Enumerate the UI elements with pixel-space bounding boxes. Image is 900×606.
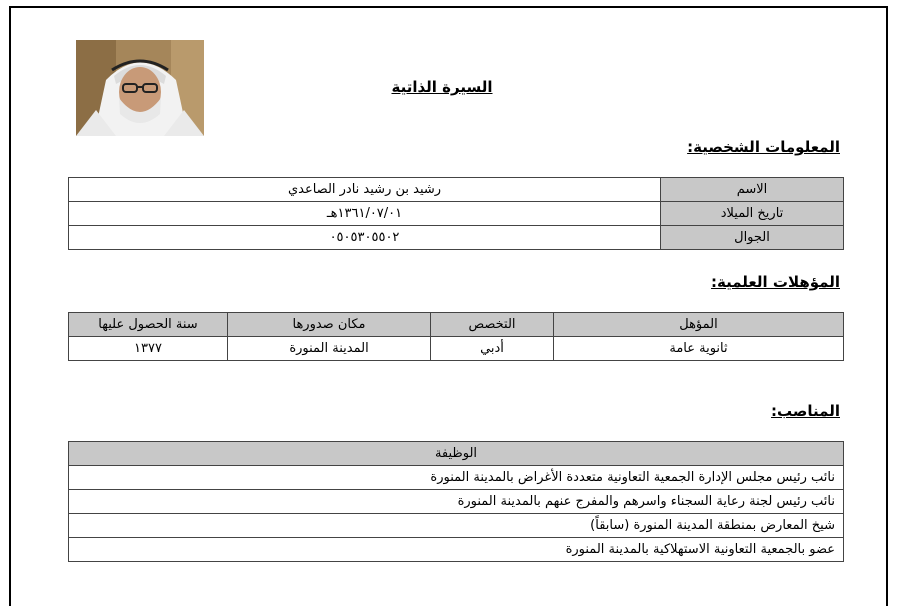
table-row (69, 466, 844, 490)
cell-issue-place: المدينة المنورة (228, 337, 431, 361)
position-item: نائب رئيس لجنة رعاية السجناء واسرهم والمفرج عنهم بالمدينة المنورة (69, 490, 844, 514)
personal-info-heading: المعلومات الشخصية: (687, 138, 840, 156)
profile-photo-illustration (76, 40, 204, 136)
positions-heading: المناصب: (771, 402, 840, 420)
position-item: عضو بالجمعية التعاونية الاستهلاكية بالمدينة المنورة (69, 538, 844, 562)
birthdate-label: تاريخ الميلاد (661, 202, 844, 226)
table-row (69, 490, 844, 514)
position-item: شيخ المعارض بمنطقة المدينة المنورة (سابقاً) (69, 514, 844, 538)
column-header-issue-place: مكان صدورها (228, 313, 431, 337)
table-row (69, 337, 844, 361)
name-value: رشيد بن رشيد نادر الصاعدي (69, 178, 661, 202)
cell-specialization: أدبي (431, 337, 554, 361)
table-row (69, 514, 844, 538)
profile-photo (76, 40, 204, 136)
personal-info-table (68, 177, 844, 250)
table-row (69, 202, 844, 226)
qualifications-heading: المؤهلات العلمية: (711, 273, 840, 291)
mobile-label: الجوال (661, 226, 844, 250)
table-header-row (69, 313, 844, 337)
column-header-year: سنة الحصول عليها (69, 313, 228, 337)
name-label: الاسم (661, 178, 844, 202)
positions-table (68, 441, 844, 562)
cell-year: ١٣٧٧ (69, 337, 228, 361)
table-row (69, 538, 844, 562)
page-title: السيرة الذاتية (391, 78, 493, 96)
position-item: نائب رئيس مجلس الإدارة الجمعية التعاونية متعددة الأغراض بالمدينة المنورة (69, 466, 844, 490)
birthdate-value: ١٣٦١/٠٧/٠١هـ (69, 202, 661, 226)
table-row (69, 178, 844, 202)
table-header-row (69, 442, 844, 466)
column-header-specialization: التخصص (431, 313, 554, 337)
table-row (69, 226, 844, 250)
column-header-job: الوظيفة (69, 442, 844, 466)
column-header-qualification: المؤهل (554, 313, 844, 337)
qualifications-table (68, 312, 844, 361)
cell-qualification: ثانوية عامة (554, 337, 844, 361)
mobile-value: ٠٥٠٥٣٠٥٥٠٢ (69, 226, 661, 250)
